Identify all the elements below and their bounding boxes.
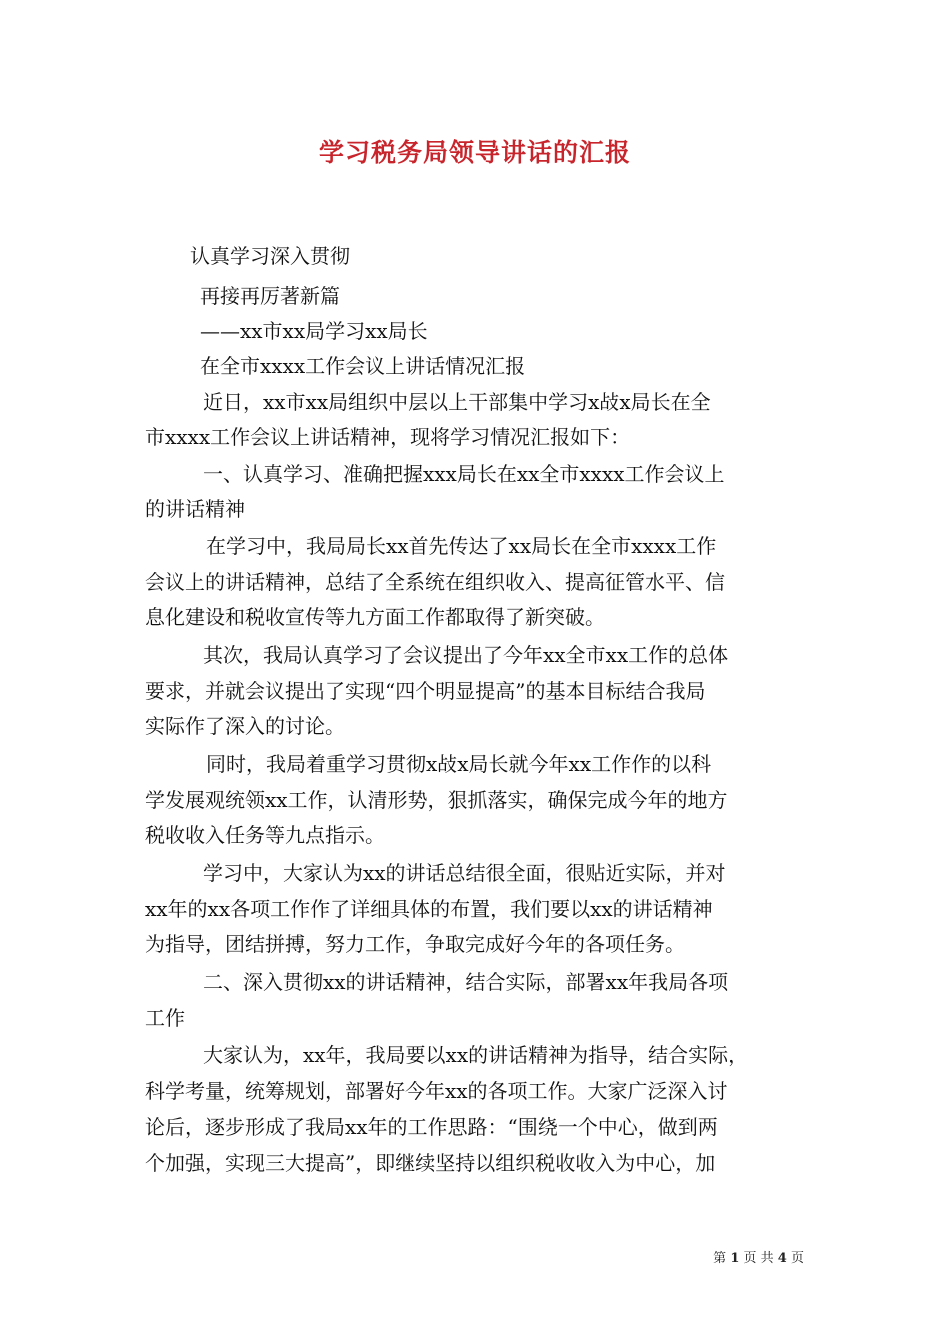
footer-page-number: 1	[730, 1251, 740, 1266]
text-line: 会议上的讲话精神，总结了全系统在组织收入、提高征管水平、信	[145, 570, 725, 594]
text-line: 学发展观统领xx工作，认清形势，狠抓落实，确保完成今年的地方	[145, 788, 728, 812]
text-line: 认真学习深入贯彻	[190, 244, 350, 268]
text-line: 息化建设和税收宣传等九方面工作都取得了新突破。	[145, 605, 605, 629]
text-line: 一、认真学习、准确把握xxx局长在xx全市xxxx工作会议上	[203, 462, 725, 486]
text-line: 要求，并就会议提出了实现“四个明显提高”的基本目标结合我局	[145, 679, 706, 703]
text-line: 同时，我局着重学习贯彻x敁x局长就今年xx工作作的以科	[206, 752, 712, 776]
text-line: 学习中，大家认为xx的讲话总结很全面，很贴近实际，并对	[203, 861, 726, 885]
text-line: 论后，逐步形成了我局xx年的工作思路：“围绕一个中心，做到两	[145, 1115, 718, 1139]
text-line: 二、深入贯彻xx的讲话精神，结合实际，部署xx年我局各项	[203, 970, 729, 994]
footer-total-pages: 4	[777, 1251, 787, 1266]
text-line: xx年的xx各项工作作了详细具体的布置，我们要以xx的讲话精神	[145, 897, 713, 921]
footer-prefix: 第	[713, 1251, 727, 1266]
text-line: 在学习中，我局局长xx首先传达了xx局长在全市xxxx工作	[206, 534, 717, 558]
text-line: 为指导，团结拼搏，努力工作，争取完成好今年的各项任务。	[145, 932, 685, 956]
text-line: 近日，xx市xx局组织中层以上干部集中学习x敁x局长在全	[203, 390, 711, 414]
footer-middle: 页 共	[743, 1251, 774, 1266]
text-line: 科学考量，统筹规划，部署好今年xx的各项工作。大家广泛深入讨	[145, 1079, 728, 1103]
page-footer	[713, 1247, 804, 1266]
text-line: 工作	[145, 1006, 185, 1030]
text-line: 税收收入任务等九点指示。	[145, 823, 385, 847]
footer-suffix: 页	[790, 1251, 804, 1266]
text-line: 再接再厉著新篇	[200, 284, 340, 308]
text-line: 大家认为，xx年，我局要以xx的讲话精神为指导，结合实际，	[203, 1043, 749, 1067]
text-line: 在全市xxxx工作会议上讲话情况汇报	[200, 354, 526, 378]
text-line: 的讲话精神	[145, 497, 245, 521]
document-title: 学习税务局领导讲话的汇报	[318, 138, 631, 167]
text-line: 实际作了深入的讨论。	[145, 714, 345, 738]
text-line: 其次，我局认真学习了会议提出了今年xx全市xx工作的总体	[203, 643, 729, 667]
text-line: 个加强，实现三大提高”，即继续坚持以组织税收收入为中心，加	[145, 1151, 716, 1175]
text-line: ——xx市xx局学习xx局长	[200, 319, 428, 343]
text-line: 市xxxx工作会议上讲话精神，现将学习情况汇报如下：	[145, 425, 631, 449]
